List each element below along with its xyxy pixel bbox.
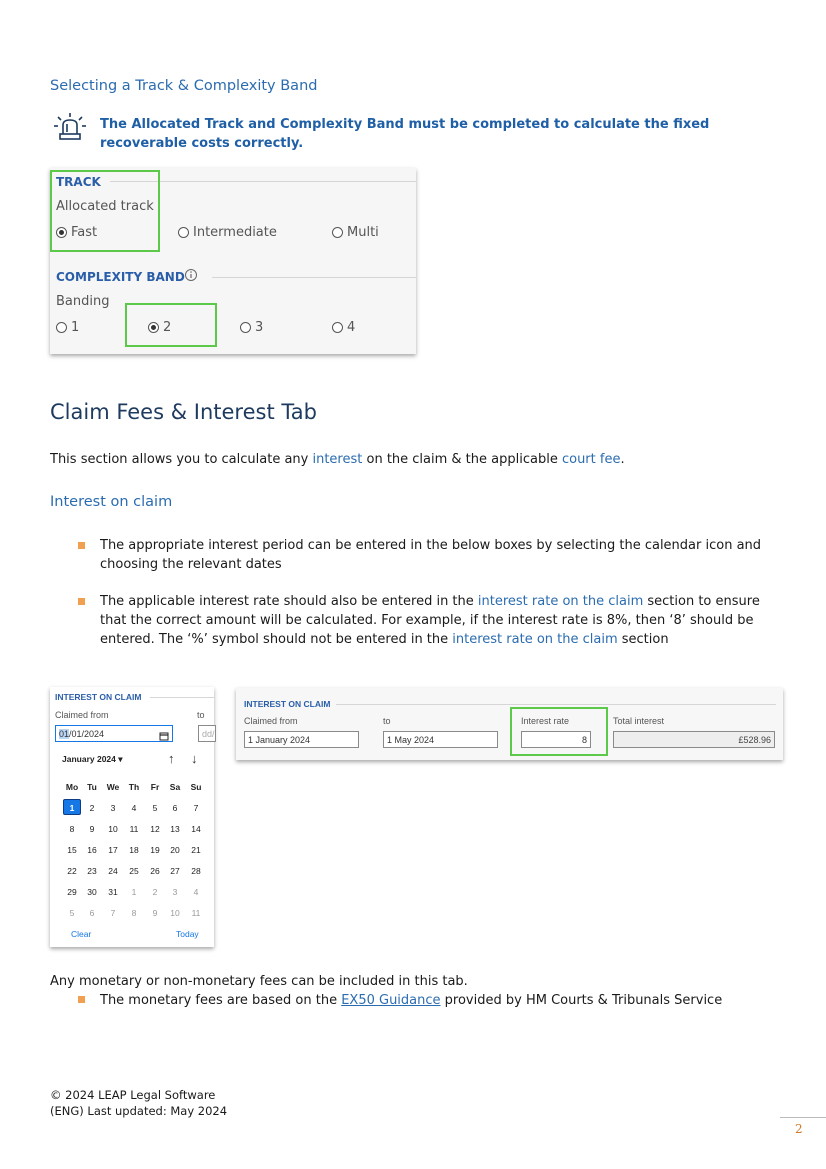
page-number: 2 [795, 1122, 803, 1136]
weekday-header: Sa [169, 782, 181, 792]
today-button[interactable]: Today [176, 929, 199, 939]
notice-text: The Allocated Track and Complexity Band must be completed to calculate the fixed recoverable costs correctly. [100, 117, 710, 151]
calendar-day[interactable]: 12 [150, 824, 160, 834]
calendar-day[interactable]: 4 [193, 887, 199, 897]
calendar-day[interactable]: 31 [108, 887, 118, 897]
interest-rate-link[interactable]: interest rate on the claim [477, 594, 644, 609]
calendar-day[interactable]: 25 [129, 866, 139, 876]
radio-icon [178, 227, 189, 238]
sub-heading-interest: Interest on claim [50, 494, 173, 510]
interest-rate-label: Interest rate [521, 716, 570, 726]
radio-icon [332, 227, 343, 238]
calendar-day[interactable]: 7 [193, 803, 199, 813]
alarm-icon [52, 112, 88, 148]
calendar-day[interactable]: 20 [170, 845, 180, 855]
weekday-header: Fr [150, 782, 160, 792]
calendar-day[interactable]: 21 [191, 845, 201, 855]
complexity-band-title: COMPLEXITY BAND [56, 270, 185, 284]
form-divider [336, 704, 776, 705]
calendar-day[interactable]: 15 [67, 845, 77, 855]
calendar-day[interactable]: 30 [87, 887, 97, 897]
bullet-ex50: The monetary fees are based on the EX50 Guidance provided by HM Courts & Tribunals Service [100, 993, 723, 1008]
calendar-day[interactable]: 5 [152, 803, 158, 813]
to-label: to [197, 710, 205, 720]
calendar-day-selected[interactable]: 1 [63, 799, 81, 815]
calendar-day[interactable]: 26 [150, 866, 160, 876]
calendar-day[interactable]: 1 [131, 887, 137, 897]
calendar-day[interactable]: 19 [150, 845, 160, 855]
calendar-day[interactable]: 23 [87, 866, 97, 876]
calendar-day[interactable]: 10 [108, 824, 118, 834]
weekday-header: Tu [87, 782, 97, 792]
interest-rate-input[interactable]: 8 [521, 731, 591, 748]
footer-updated: (ENG) Last updated: May 2024 [50, 1104, 228, 1118]
arrow-up-icon[interactable]: ↑ [168, 751, 175, 766]
weekday-header: Mo [65, 782, 79, 792]
highlight-track [50, 170, 160, 252]
radio-icon [332, 322, 343, 333]
calendar-day[interactable]: 6 [89, 908, 95, 918]
footer-copyright: © 2024 LEAP Legal Software [50, 1088, 216, 1102]
calendar-day[interactable]: 2 [89, 803, 95, 813]
calendar-day[interactable]: 9 [89, 824, 95, 834]
bullet-interest-period: The appropriate interest period can be entered in the below boxes by selecting the calendar icon and choosing the relevant dates [100, 538, 762, 572]
allocated-track-label: Allocated track [56, 199, 154, 214]
calendar-day[interactable]: 14 [191, 824, 201, 834]
claimed-from-input[interactable]: 1 January 2024 [244, 731, 359, 748]
calendar-day[interactable]: 18 [129, 845, 139, 855]
calendar-day[interactable]: 3 [172, 887, 178, 897]
calendar-day[interactable]: 4 [131, 803, 137, 813]
radio-track-fast[interactable]: Fast [56, 225, 97, 240]
radio-track-multi[interactable]: Multi [332, 225, 379, 240]
bullet-icon [78, 598, 85, 605]
bullet-icon [78, 996, 85, 1003]
section-heading-track: Selecting a Track & Complexity Band [50, 78, 318, 94]
calendar-day[interactable]: 28 [191, 866, 201, 876]
calendar-day[interactable]: 10 [170, 908, 180, 918]
interest-link[interactable]: interest [312, 452, 363, 467]
calendar-day[interactable]: 2 [152, 887, 158, 897]
calendar-day[interactable]: 29 [67, 887, 77, 897]
radio-band-1[interactable]: 1 [56, 320, 79, 335]
total-interest-label: Total interest [613, 716, 665, 726]
highlight-interest-rate [510, 707, 608, 756]
month-selector[interactable]: January 2024 ▾ [62, 754, 123, 764]
arrow-down-icon[interactable]: ↓ [191, 751, 198, 766]
weekday-header: Th [128, 782, 140, 792]
calendar-day[interactable]: 8 [69, 824, 75, 834]
calendar-day[interactable]: 9 [152, 908, 158, 918]
calendar-day[interactable]: 6 [172, 803, 178, 813]
court-fee-link[interactable]: court fee [561, 452, 621, 467]
calendar-day[interactable]: 24 [108, 866, 118, 876]
radio-track-intermediate[interactable]: Intermediate [178, 225, 277, 240]
claimed-from-label: Claimed from [244, 716, 298, 726]
claimed-from-input[interactable]: 01/01/2024 [55, 725, 173, 742]
track-title: TRACK [56, 175, 101, 189]
calendar-day[interactable]: 22 [67, 866, 77, 876]
fees-line: Any monetary or non-monetary fees can be included in this tab. [50, 974, 468, 989]
radio-band-2[interactable]: 2 [148, 320, 171, 335]
calendar-day[interactable]: 16 [87, 845, 97, 855]
footer [50, 1087, 227, 1119]
radio-icon [240, 322, 251, 333]
total-interest-value: £528.96 [613, 731, 775, 748]
bullet-interest-rate: The applicable interest rate should also be entered in the interest rate on the claim section to ensure that the correct amount will be calculated. For example, if the interest rate is 8%, then ‘8’ should be entered. The ‘%’ symbol should not be entered in the interest rate on the claim section [100, 594, 760, 647]
calendar-day[interactable]: 17 [108, 845, 118, 855]
highlight-band [125, 303, 217, 347]
info-icon[interactable] [184, 267, 198, 281]
bullet-icon [78, 542, 85, 549]
calendar-day[interactable]: 7 [110, 908, 116, 918]
weekday-header: We [106, 782, 120, 792]
to-date-input[interactable]: dd/ [198, 725, 216, 742]
clear-button[interactable]: Clear [71, 929, 92, 939]
radio-band-4[interactable]: 4 [332, 320, 355, 335]
band-divider [212, 277, 416, 278]
claimed-from-label: Claimed from [55, 710, 109, 720]
date-picker-screenshot [50, 687, 214, 947]
ex50-guidance-link[interactable]: EX50 Guidance [341, 993, 441, 1008]
calendar-day[interactable]: 27 [170, 866, 180, 876]
calendar-day[interactable]: 11 [191, 908, 201, 918]
page-number-rule [780, 1117, 826, 1118]
interest-rate-link-2[interactable]: interest rate on the claim [452, 632, 618, 647]
calendar-day[interactable]: 11 [129, 824, 139, 834]
calendar-day[interactable]: 5 [69, 908, 75, 918]
radio-band-3[interactable]: 3 [240, 320, 263, 335]
calendar-day[interactable]: 8 [131, 908, 137, 918]
to-label: to [383, 716, 391, 726]
radio-icon [56, 322, 67, 333]
calendar-day[interactable]: 13 [170, 824, 180, 834]
interest-title: INTEREST ON CLAIM [55, 692, 142, 702]
to-date-input[interactable]: 1 May 2024 [383, 731, 498, 748]
picker-divider [150, 697, 214, 698]
interest-form-title: INTEREST ON CLAIM [244, 699, 331, 709]
section-heading-claim-fees: Claim Fees & Interest Tab [50, 400, 317, 424]
calendar-day[interactable]: 3 [110, 803, 116, 813]
weekday-header: Su [190, 782, 202, 792]
claim-intro: This section allows you to calculate any interest on the claim & the applicable court fee. [50, 452, 625, 467]
banding-label: Banding [56, 294, 110, 309]
calendar-icon[interactable] [159, 728, 169, 738]
